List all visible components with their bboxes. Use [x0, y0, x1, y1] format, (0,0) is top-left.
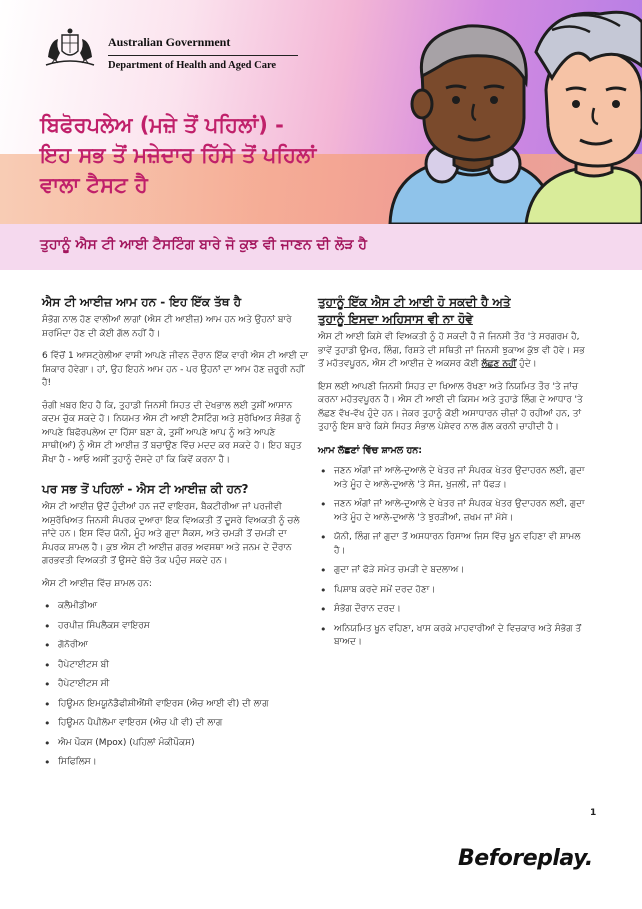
list-item: • ਗੋਨੋਰੀਆ	[42, 639, 310, 653]
section-heading-may-not-know	[318, 294, 586, 328]
list-item: • ਕਲੈਮੀਡੀਆ	[42, 600, 310, 614]
brand-logo: Beforeplay.	[458, 846, 593, 871]
list-item: • ਗੁਦਾ ਜਾਂ ਫੋੜੇ ਸਮੇਤ ਚਮੜੀ ਦੇ ਬਦਲਾਅ।	[318, 564, 586, 578]
paragraph	[318, 331, 586, 372]
list-item: • ਸਿਫਿਲਿਸ।	[42, 756, 310, 770]
gov-logo-block	[40, 27, 302, 75]
paragraph: ਇਸ ਲਈ ਆਪਣੀ ਜਿਨਸੀ ਸਿਹਤ ਦਾ ਖਿਆਲ ਰੱਖਣਾ ਅਤੇ ਨਿਯਮਿਤ ਤੌਰ 'ਤੇ ਜਾਂਚ ਕਰਨਾ ਮਹੱਤਵਪੂਰਨ ਹੈ। ਐਸ ਟੀ ਆਈ ਦੀ ਕਿਸਮ ਅਤੇ ਤੁਹਾਡੇ ਲਿੰਗ ਦੇ ਆਧਾਰ 'ਤੇ ਲੱਛਣ ਵੱਖ-ਵੱਖ ਹੁੰਦੇ ਹਨ। ਜੇਕਰ ਤੁਹਾਨੂੰ ਕੋਈ ਅਸਾਧਾਰਨ ਚੀਜ਼ਾਂ ਹੋ ਰਹੀਆਂ ਹਨ, ਤਾਂ ਤੁਹਾਨੂੰ ਇਸ ਬਾਰੇ ਕਿਸੇ ਸਿਹਤ ਸੰਭਾਲ ਪੇਸ਼ੇਵਰ ਨਾਲ ਗੱਲ ਕਰਨੀ ਚਾਹੀਦੀ ਹੈ।	[318, 381, 583, 432]
list-item: • ਅਨਿਯਮਿਤ ਖੂਨ ਵਹਿਣਾ, ਖਾਸ ਕਰਕੇ ਮਾਹਵਾਰੀਆਂ ਦੇ ਵਿਚਕਾਰ ਅਤੇ ਸੰਭੋਗ ਤੋਂ ਬਾਅਦ।	[318, 623, 586, 650]
gov-divider	[108, 55, 298, 56]
list-item: • ਸੰਭੋਗ ਦੌਰਾਨ ਦਰਦ।	[318, 603, 586, 617]
list-item: • ਹਿਊਮਨ ਪੈਪੀਲੋਮਾ ਵਾਇਰਸ (ਐਚ ਪੀ ਵੀ) ਦੀ ਲਾਗ	[42, 717, 310, 731]
paragraph: ਸੰਭੋਗ ਨਾਲ ਹੋਣ ਵਾਲੀਆਂ ਲਾਗਾਂ (ਐਸ ਟੀ ਆਈਜ਼) ਆਮ ਹਨ ਅਤੇ ਉਹਨਾਂ ਬਾਰੇ ਸ਼ਰਮਿੰਦਾ ਹੋਣ ਦੀ ਕੋਈ ਗੱਲ ਨਹੀਂ ਹੈ।	[42, 315, 292, 339]
page-title	[40, 110, 420, 200]
header-banner	[0, 0, 642, 224]
paragraph: ਐਸ ਟੀ ਆਈਜ਼ ਉਦੋਂ ਹੁੰਦੀਆਂ ਹਨ ਜਦੋਂ ਵਾਇਰਸ, ਬੈਕਟੀਰੀਆ ਜਾਂ ਪਰਜੀਵੀ ਅਸੁਰੱਖਿਅਤ ਜਿਨਸੀ ਸੰਪਰਕ ਦੁਆਰਾ ਇਕ ਵਿਅਕਤੀ ਤੋਂ ਦੂਸਰੇ ਵਿਅਕਤੀ ਨੂੰ ਚਲੇ ਜਾਂਦੇ ਹਨ। ਇਸ ਵਿੱਚ ਯੋਨੀ, ਮੂੰਹ ਅਤੇ ਗੁਦਾ ਸੈਕਸ, ਅਤੇ ਚਮੜੀ ਤੋਂ ਚਮੜੀ ਦਾ ਸੰਪਰਕ ਸ਼ਾਮਲ ਹੈ। ਕੁਝ ਐਸ ਟੀ ਆਈਜ਼ ਗਰਭ ਅਵਸਥਾ ਅਤੇ ਜਨਮ ਦੇ ਦੌਰਾਨ ਗਰਭਵਤੀ ਵਿਅਕਤੀ ਤੋਂ ਉਸਦੇ ਬੱਚੇ ਤੱਕ ਪਹੁੰਚ ਸਕਦੇ ਹਨ।	[42, 502, 300, 566]
symptoms-list	[318, 465, 586, 650]
paragraph: 6 ਵਿੱਚੋਂ 1 ਆਸਟ੍ਰੇਲੀਆ ਵਾਸੀ ਆਪਣੇ ਜੀਵਨ ਦੌਰਾਨ ਇੱਕ ਵਾਰੀ ਐਸ ਟੀ ਆਈ ਦਾ ਸ਼ਿਕਾਰ ਹੋਵੇਗਾ। ਹਾਂ, ਉਹ ਇਹਨੇ ਆਮ ਹਨ - ਪਰ ਉਹਨਾਂ ਦਾ ਆਮ ਹੋਣ ਜ਼ਰੂਰੀ ਨਹੀਂ ਹੈ!	[42, 351, 309, 388]
left-column	[42, 294, 310, 776]
title-line-1: ਬਿਫੋਰਪਲੇਅ (ਮਜ਼ੇ ਤੋਂ ਪਹਿਲਾਂ) -	[40, 113, 284, 137]
list-item: • ਐਮ ਪੌਕਸ (Mpox) (ਪਹਿਲਾਂ ਮੰਕੀਪੌਕਸ)	[42, 737, 310, 751]
page-number: 1	[590, 808, 597, 818]
paragraph-text: ਹੁੰਦੇ।	[516, 359, 537, 369]
list-item: • ਹਿਊਮਨ ਇਮਯੂਨੋਡੈਫੀਸ਼ੀਐਂਸੀ ਵਾਇਰਸ (ਐਚ ਆਈ ਵੀ) ਦੀ ਲਾਗ	[42, 698, 310, 712]
list-item: • ਹੈਪੇਟਾਈਟਸ ਬੀ	[42, 659, 310, 673]
paragraph-text: ਐਸ ਟੀ ਆਈ ਕਿਸੇ ਵੀ ਵਿਅਕਤੀ ਨੂੰ ਹੋ ਸਕਦੀ ਹੈ ਜੋ ਜਿਨਸੀ ਤੌਰ 'ਤੇ ਸਰਗਰਮ ਹੈ, ਭਾਵੇਂ ਤੁਹਾਡੀ ਉਮਰ, ਲਿੰਗ, ਰਿਸ਼ਤੇ ਦੀ ਸਥਿਤੀ ਜਾਂ ਜਿਨਸੀ ਝੁਕਾਅ ਕੁੱਝ ਵੀ ਹੋਵੇ। ਸਭ ਤੋਂ ਮਹੱਤਵਪੂਰਨ, ਐਸ ਟੀ ਆਈਜ਼ ਦੇ ਅਕਸਰ ਕੋਈ	[318, 332, 585, 369]
subtitle-band	[0, 224, 642, 270]
gov-department: Department of Health and Aged Care	[108, 60, 277, 71]
list-item: • ਜਣਨ ਅੰਗਾਂ ਜਾਂ ਆਲੇ-ਦੁਆਲੇ ਦੇ ਖੇਤਰ ਜਾਂ ਸੰਪਰਕ ਖੇਤਰ ਉਦਾਹਰਨ ਲਈ, ਗੁਦਾ ਅਤੇ ਮੂੰਹ ਦੇ ਆਲੇ-ਦੁਆਲੇ 'ਤੇ ਝੁਰੜੀਆਂ, ਜ਼ਖਮ ਜਾਂ ਮੱਸੇ।	[318, 498, 586, 525]
section-heading-what-are-stis: ਪਰ ਸਭ ਤੋਂ ਪਹਿਲਾਂ - ਐਸ ਟੀ ਆਈਜ਼ ਕੀ ਹਨ?	[42, 482, 249, 496]
right-column	[318, 294, 586, 656]
sti-list	[42, 600, 310, 770]
list-item: • ਹੈਪੇਟਾਈਟਸ ਸੀ	[42, 678, 310, 692]
coat-of-arms-icon	[40, 27, 100, 69]
list-item: • ਜਣਨ ਅੰਗਾਂ ਜਾਂ ਆਲੇ-ਦੁਆਲੇ ਦੇ ਖੇਤਰ ਜਾਂ ਸੰਪਰਕ ਖੇਤਰ ਉਦਾਹਰਨ ਲਈ, ਗੁਦਾ ਅਤੇ ਮੂੰਹ ਦੇ ਆਲੇ-ਦੁਆਲੇ 'ਤੇ ਸੋਜ, ਖੁਜਲੀ, ਜਾਂ ਧੱਫੜ।	[318, 465, 586, 492]
heading-line-1: ਤੁਹਾਨੂੰ ਇੱਕ ਐਸ ਟੀ ਆਈ ਹੋ ਸਕਦੀ ਹੈ ਅਤੇ	[318, 295, 511, 309]
gov-name: Australian Government	[108, 35, 231, 49]
list-item: • ਪਿਸ਼ਾਬ ਕਰਦੇ ਸਮੇਂ ਦਰਦ ਹੋਣਾ।	[318, 584, 586, 598]
list-item: • ਯੋਨੀ, ਲਿੰਗ ਜਾਂ ਗੁਦਾ ਤੋਂ ਅਸਧਾਰਨ ਰਿਸਾਅ ਜਿਸ ਵਿੱਚ ਖੂਨ ਵਹਿਣਾ ਵੀ ਸ਼ਾਮਲ ਹੈ।	[318, 531, 586, 558]
symptoms-heading: ਆਮ ਲੱਛਣਾਂ ਵਿੱਚ ਸ਼ਾਮਲ ਹਨ:	[318, 444, 423, 456]
list-intro: ਐਸ ਟੀ ਆਈਜ਼ ਵਿੱਚ ਸ਼ਾਮਲ ਹਨ:	[42, 578, 152, 589]
paragraph: ਚੰਗੀ ਖ਼ਬਰ ਇਹ ਹੈ ਕਿ, ਤੁਹਾਡੀ ਜਿਨਸੀ ਸਿਹਤ ਦੀ ਦੇਖਭਾਲ ਲਈ ਤੁਸੀਂ ਆਸਾਨ ਕਦਮ ਚੁੱਕ ਸਕਦੇ ਹੋ। ਨਿਯਮਤ ਐਸ ਟੀ ਆਈ ਟੈਸਟਿੰਗ ਅਤੇ ਸੁਰੱਖਿਅਤ ਸੰਭੋਗ ਨੂੰ ਆਪਣੇ ਬਿਫੋਰਪਲੇਅ ਦਾ ਹਿੱਸਾ ਬਣਾ ਕੇ, ਤੁਸੀਂ ਆਪਣੇ ਆਪ ਨੂੰ ਅਤੇ ਆਪਣੇ ਸਾਥੀ(ਆਂ) ਨੂੰ ਐਸ ਟੀ ਆਈਜ਼ ਤੋਂ ਬਚਾਉਣ ਵਿੱਚ ਮਦਦ ਕਰ ਸਕਦੇ ਹੋ। ਇਹ ਬਹੁਤ ਸੌਖਾ ਹੈ - ਆਓ ਅਸੀਂ ਤੁਹਾਨੂੰ ਦੱਸਦੇ ਹਾਂ ਕਿ ਕਿਵੇਂ ਕਰਨਾ ਹੈ।	[42, 400, 302, 465]
title-line-3: ਵਾਲਾ ਟੈਸਟ ਹੈ	[40, 173, 148, 197]
illustration-two-people	[376, 0, 642, 224]
title-line-2: ਇਹ ਸਭ ਤੋਂ ਮਜ਼ੇਦਾਰ ਹਿੱਸੇ ਤੋਂ ਪਹਿਲਾਂ	[40, 143, 317, 167]
list-item: • ਹਰਪੀਜ਼ ਸਿੰਪਲੈਕਸ ਵਾਇਰਸ	[42, 620, 310, 634]
subtitle: ਤੁਹਾਨੂੰ ਐਸ ਟੀ ਆਈ ਟੈਸਟਿੰਗ ਬਾਰੇ ਜੋ ਕੁਝ ਵੀ ਜਾਣਨ ਦੀ ਲੋੜ ਹੈ	[40, 237, 367, 253]
section-heading-stis-common: ਐਸ ਟੀ ਆਈਜ਼ ਆਮ ਹਨ - ਇਹ ਇੱਕ ਤੱਥ ਹੈ	[42, 295, 242, 309]
heading-line-2: ਤੁਹਾਨੂੰ ਇਸਦਾ ਅਹਿਸਾਸ ਵੀ ਨਾ ਹੋਵੇ	[318, 312, 473, 326]
emphasis-no-symptoms: ਲੱਛਣ ਨਹੀਂ	[481, 359, 517, 369]
